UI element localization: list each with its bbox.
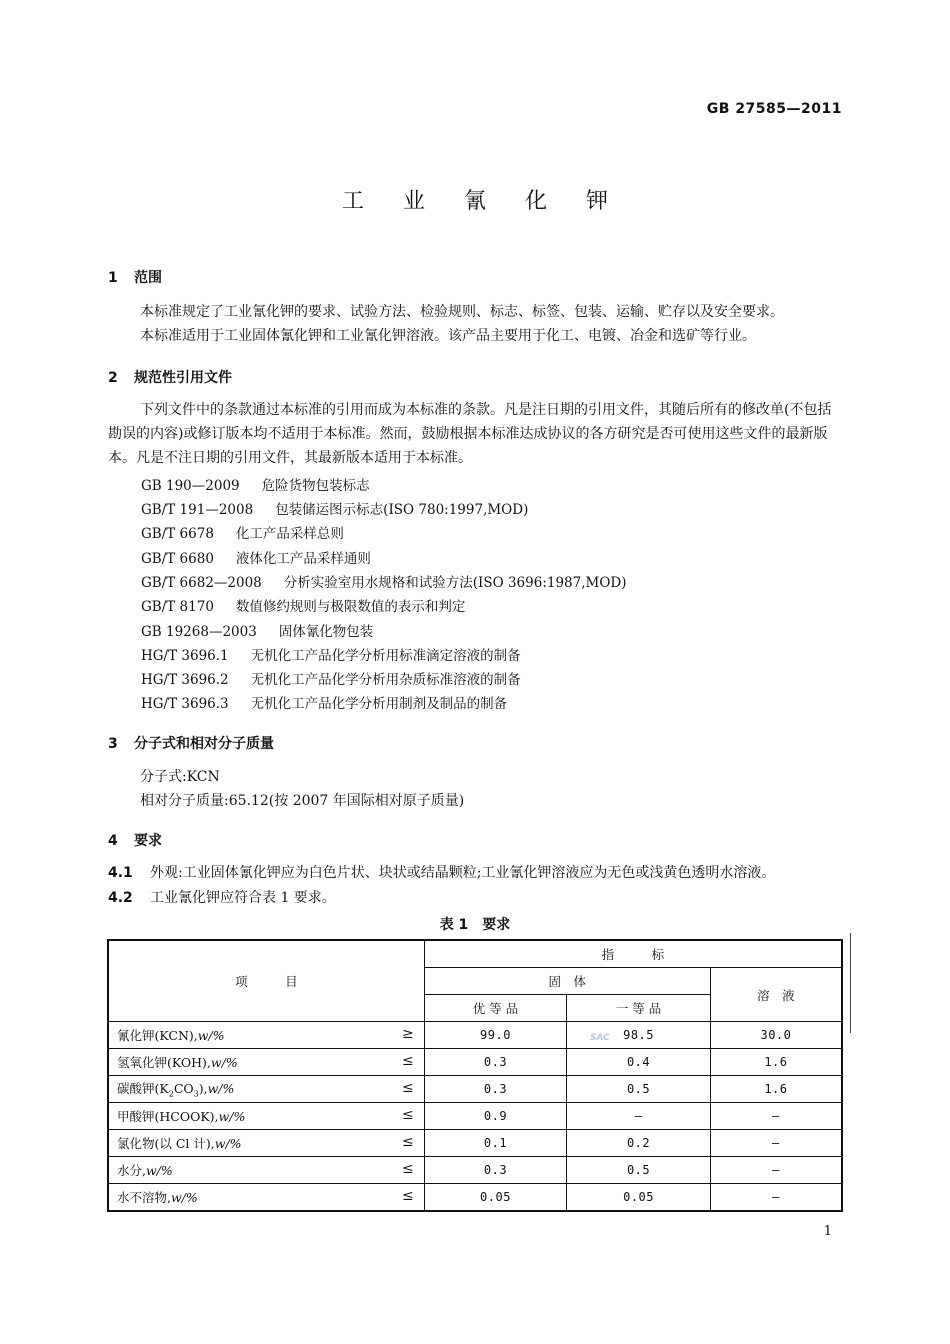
row-first: 0.4 — [567, 1049, 711, 1076]
clause-text: 外观:工业固体氰化钾应为白色片状、块状或结晶颗粒;工业氰化钾溶液应为无色或浅黄色透明水溶液。 — [150, 865, 776, 881]
section-1-heading — [108, 267, 162, 287]
reference-title: 液体化工产品采样通则 — [235, 551, 371, 567]
sac-watermark: SAC — [590, 1033, 610, 1043]
reference-item — [141, 547, 371, 567]
reference-title: 包装储运图示标志(ISO 780:1997,MOD) — [275, 502, 529, 518]
clause-4-1 — [108, 862, 775, 882]
reference-code: GB/T 6680 — [141, 551, 214, 567]
reference-code: HG/T 3696.1 — [141, 648, 229, 664]
row-item: 甲酸钾(HCOOK),w/% ≤ — [108, 1103, 424, 1130]
row-solution: — — [710, 1103, 842, 1130]
table-header-row — [108, 940, 842, 968]
header-premium: 优 等 品 — [424, 995, 567, 1022]
row-premium: 0.05 — [424, 1184, 567, 1212]
row-premium: 0.3 — [424, 1049, 567, 1076]
row-premium: 0.3 — [424, 1157, 567, 1184]
page-number: 1 — [823, 1224, 832, 1239]
clause-4-2 — [108, 887, 336, 907]
section-number: 3 — [108, 736, 118, 752]
clause-text: 工业氰化钾应符合表 1 要求。 — [150, 890, 336, 906]
section-1-paragraph-2: 本标准适用于工业固体氰化钾和工业氰化钾溶液。该产品主要用于化工、电镀、冶金和选矿等行业。 — [140, 328, 756, 344]
section-number: 1 — [108, 270, 118, 286]
section-title: 分子式和相对分子质量 — [134, 736, 274, 752]
row-item: 水不溶物,w/% ≤ — [108, 1184, 424, 1212]
section-number: 2 — [108, 370, 118, 386]
reference-code: GB/T 8170 — [141, 599, 214, 615]
clause-number: 4.1 — [108, 865, 133, 881]
table-row — [108, 1022, 842, 1049]
header-item: 项 目 — [108, 940, 424, 1022]
table-row — [108, 1130, 842, 1157]
header-solid: 固 体 — [424, 968, 710, 995]
section-2-heading — [108, 367, 232, 387]
clause-number: 4.2 — [108, 890, 133, 906]
table-row — [108, 1184, 842, 1212]
table-row — [108, 1049, 842, 1076]
reference-item — [141, 620, 373, 640]
row-solution: 1.6 — [710, 1049, 842, 1076]
section-2-paragraph: 下列文件中的条款通过本标准的引用而成为本标准的条款。凡是注日期的引用文件，其随后所有的修改单(不包括勘误的内容)或修订版本均不适用于本标准。然而，鼓励根据本标准达成协议的各方研究是否可使用这些文件的最新版本。凡是不注日期的引用文件，其最新版本适用于本标准。 — [108, 402, 832, 466]
row-first: 0.2 — [567, 1130, 711, 1157]
reference-title: 化工产品采样总则 — [235, 526, 344, 542]
reference-item — [141, 595, 465, 615]
table-row — [108, 1103, 842, 1130]
row-premium: 0.3 — [424, 1076, 567, 1103]
reference-title: 分析实验室用水规格和试验方法(ISO 3696:1987,MOD) — [283, 575, 627, 591]
section-title: 要求 — [134, 833, 162, 849]
table-caption: 表 1 要求 — [439, 917, 511, 933]
reference-title: 危险货物包装标志 — [261, 478, 370, 494]
comparison-operator: ≤ — [401, 1107, 414, 1123]
row-first: — — [567, 1103, 711, 1130]
reference-item — [141, 668, 521, 688]
row-first: 98.5 — [567, 1022, 711, 1049]
row-solution: — — [710, 1157, 842, 1184]
row-first: 0.5 — [567, 1076, 711, 1103]
reference-item — [141, 692, 507, 712]
reference-title: 无机化工产品化学分析用杂质标准溶液的制备 — [250, 672, 521, 688]
row-first: 0.05 — [567, 1184, 711, 1212]
reference-item — [141, 644, 521, 664]
reference-code: GB/T 6678 — [141, 526, 214, 542]
comparison-operator: ≤ — [401, 1053, 414, 1069]
row-solution: — — [710, 1130, 842, 1157]
comparison-operator: ≤ — [401, 1161, 414, 1177]
table-row — [108, 1157, 842, 1184]
reference-title: 固体氰化物包装 — [278, 624, 374, 640]
row-item: 碳酸钾$(K_2CO_3),w/\%$ ≤ — [108, 1076, 424, 1103]
row-premium: 99.0 — [424, 1022, 567, 1049]
row-solution: 30.0 — [710, 1022, 842, 1049]
row-item: 氰化钾(KCN),w/% ≥ — [108, 1022, 424, 1049]
requirements-table — [107, 939, 843, 1212]
header-index: 指 标 — [424, 940, 842, 968]
header-solution: 溶 液 — [710, 968, 842, 1022]
table-row — [108, 1076, 842, 1103]
reference-title: 无机化工产品化学分析用制剂及制品的制备 — [250, 696, 508, 712]
comparison-operator: ≥ — [401, 1026, 414, 1042]
section-1-paragraph-1: 本标准规定了工业氰化钾的要求、试验方法、检验规则、标志、标签、包装、运输、贮存以及安全要求。 — [140, 304, 784, 320]
section-title: 范围 — [134, 270, 162, 286]
document-title: 工 业 氰 化 钾 — [342, 189, 624, 214]
comparison-operator: ≤ — [401, 1134, 414, 1150]
reference-item — [141, 522, 344, 542]
row-item: 氢氧化钾(KOH),w/% ≤ — [108, 1049, 424, 1076]
reference-item — [141, 498, 528, 518]
reference-code: GB/T 6682—2008 — [141, 575, 262, 591]
reference-item — [141, 474, 370, 494]
row-premium: 0.1 — [424, 1130, 567, 1157]
section-number: 4 — [108, 833, 118, 849]
section-3-heading — [108, 733, 274, 753]
reference-title: 无机化工产品化学分析用标准滴定溶液的制备 — [250, 648, 521, 664]
header-first: 一 等 品 — [567, 995, 711, 1022]
reference-code: GB 19268—2003 — [141, 624, 257, 640]
reference-code: HG/T 3696.3 — [141, 696, 229, 712]
section-title: 规范性引用文件 — [134, 370, 232, 386]
molecular-formula: 分子式:KCN — [140, 769, 220, 785]
standard-code: GB 27585—2011 — [706, 101, 842, 117]
margin-rule — [850, 933, 851, 1033]
row-item: 水分,w/% ≤ — [108, 1157, 424, 1184]
section-4-heading — [108, 830, 162, 850]
row-premium: 0.9 — [424, 1103, 567, 1130]
row-solution: 1.6 — [710, 1076, 842, 1103]
reference-code: GB 190—2009 — [141, 478, 240, 494]
row-solution: — — [710, 1184, 842, 1212]
comparison-operator: ≤ — [401, 1188, 414, 1204]
reference-item — [141, 571, 627, 591]
comparison-operator: ≤ — [401, 1080, 414, 1096]
reference-code: HG/T 3696.2 — [141, 672, 229, 688]
molecular-mass: 相对分子质量:65.12(按 2007 年国际相对原子质量) — [140, 793, 465, 809]
reference-code: GB/T 191—2008 — [141, 502, 254, 518]
row-item: 氯化物(以 Cl 计),w/% ≤ — [108, 1130, 424, 1157]
reference-title: 数值修约规则与极限数值的表示和判定 — [235, 599, 466, 615]
row-first: 0.5 — [567, 1157, 711, 1184]
